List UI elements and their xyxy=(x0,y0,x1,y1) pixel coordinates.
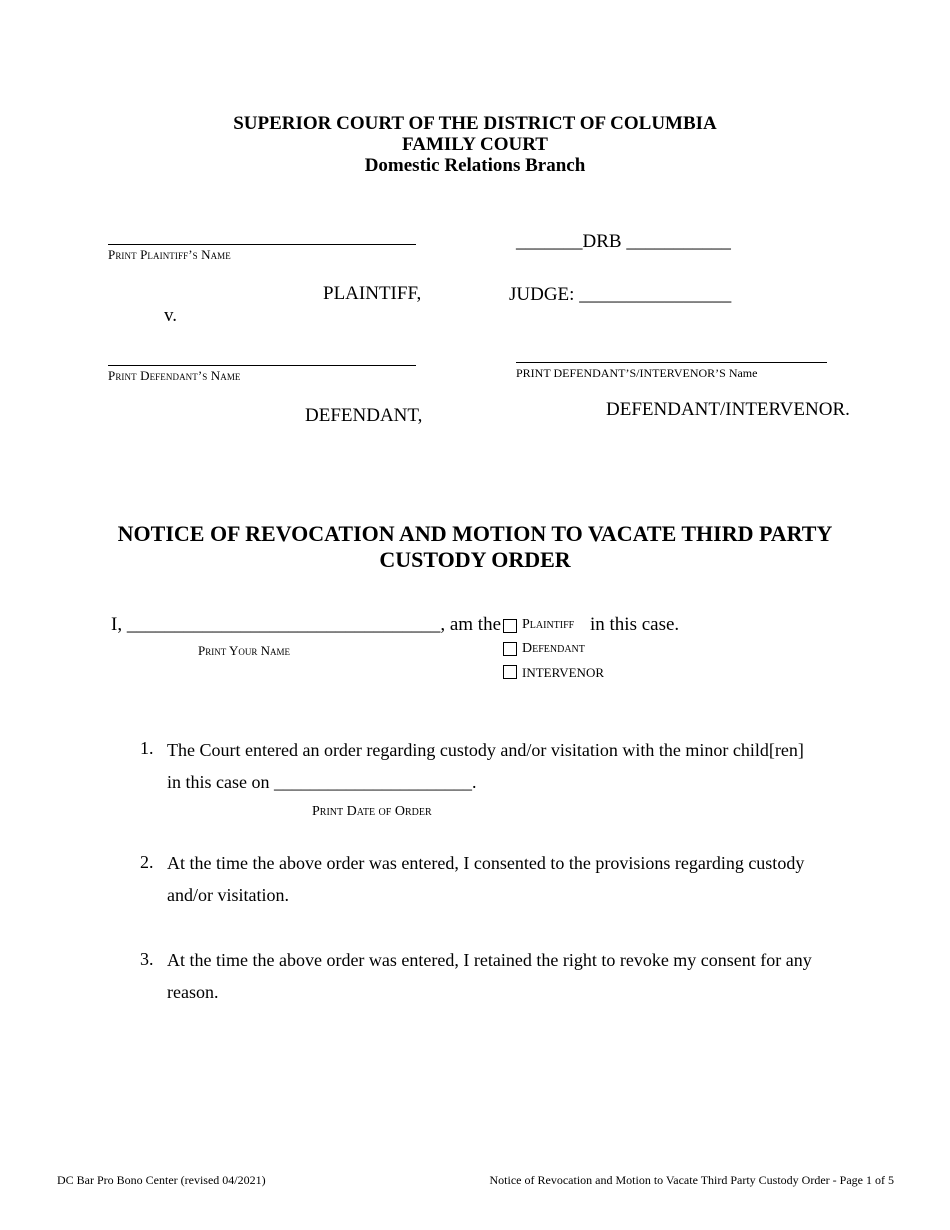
footer-right: Notice of Revocation and Motion to Vacate Third Party Custody Order - Page 1 of 5 xyxy=(489,1173,894,1187)
item-1-text-line1: The Court entered an order regarding custody and/or visitation with the minor child[ren] xyxy=(167,740,804,760)
court-name: SUPERIOR COURT OF THE DISTRICT OF COLUMBIA xyxy=(233,113,717,134)
item-3-number: 3. xyxy=(140,949,154,969)
declarant-line[interactable] xyxy=(111,614,501,636)
order-date-blank: ______________________. xyxy=(273,772,477,792)
item-2-number: 2. xyxy=(140,852,154,872)
plaintiff-name-label: Print Plaintiff’s Name xyxy=(108,247,231,262)
plaintiff-option-label: Plaintiff xyxy=(522,617,575,632)
plaintiff-name-line[interactable] xyxy=(108,244,416,245)
role-tail: in this case. xyxy=(590,614,680,635)
intervenor-name-label: PRINT DEFENDANT’S/INTERVENOR’S Name xyxy=(516,366,758,380)
intervenor-checkbox[interactable] xyxy=(503,665,517,679)
judge-blank: ________________ xyxy=(579,284,732,305)
judge-label: JUDGE: xyxy=(509,284,575,305)
case-number[interactable] xyxy=(516,231,731,253)
item-1-date-field[interactable] xyxy=(167,772,476,793)
declarant-prefix: I, xyxy=(111,614,123,635)
case-drb: DRB xyxy=(582,231,622,252)
plaintiff-checkbox[interactable] xyxy=(503,619,517,633)
item-2-text: At the time the above order was entered, I consented to the provisions regarding custody and/or visitation. xyxy=(167,853,805,905)
case-number-suffix: ___________ xyxy=(626,231,731,252)
court-branch: Domestic Relations Branch xyxy=(364,155,586,176)
defendant-name-line[interactable] xyxy=(108,365,416,366)
order-date-label: Print Date of Order xyxy=(312,804,432,819)
intervenor-role: DEFENDANT/INTERVENOR. xyxy=(606,399,850,420)
plaintiff-role: PLAINTIFF, xyxy=(323,283,422,304)
document-title: NOTICE OF REVOCATION AND MOTION TO VACATE THIRD PARTY xyxy=(117,521,833,546)
court-division: FAMILY COURT xyxy=(402,134,548,155)
judge-field[interactable] xyxy=(509,284,731,306)
defendant-checkbox[interactable] xyxy=(503,642,517,656)
defendant-role: DEFENDANT, xyxy=(305,405,423,426)
document-title-line2: CUSTODY ORDER xyxy=(379,547,571,572)
declarant-name-label: Print Your Name xyxy=(198,643,291,658)
item-1-number: 1. xyxy=(140,738,154,758)
case-number-prefix: _______ xyxy=(516,231,583,252)
item-3-text: At the time the above order was entered, I retained the right to revoke my consent for any reason. xyxy=(167,950,812,1002)
defendant-option-label: Defendant xyxy=(522,641,585,656)
intervenor-name-line[interactable] xyxy=(516,362,827,363)
defendant-name-label: Print Defendant’s Name xyxy=(108,368,241,383)
item-1-text-line2: in this case on xyxy=(167,772,270,792)
declarant-name-blank: _________________________________ xyxy=(126,614,441,635)
versus: v. xyxy=(164,305,178,326)
footer-left: DC Bar Pro Bono Center (revised 04/2021) xyxy=(57,1173,266,1187)
intervenor-option-label: INTERVENOR xyxy=(522,665,605,680)
declarant-suffix: , am the xyxy=(440,614,502,635)
